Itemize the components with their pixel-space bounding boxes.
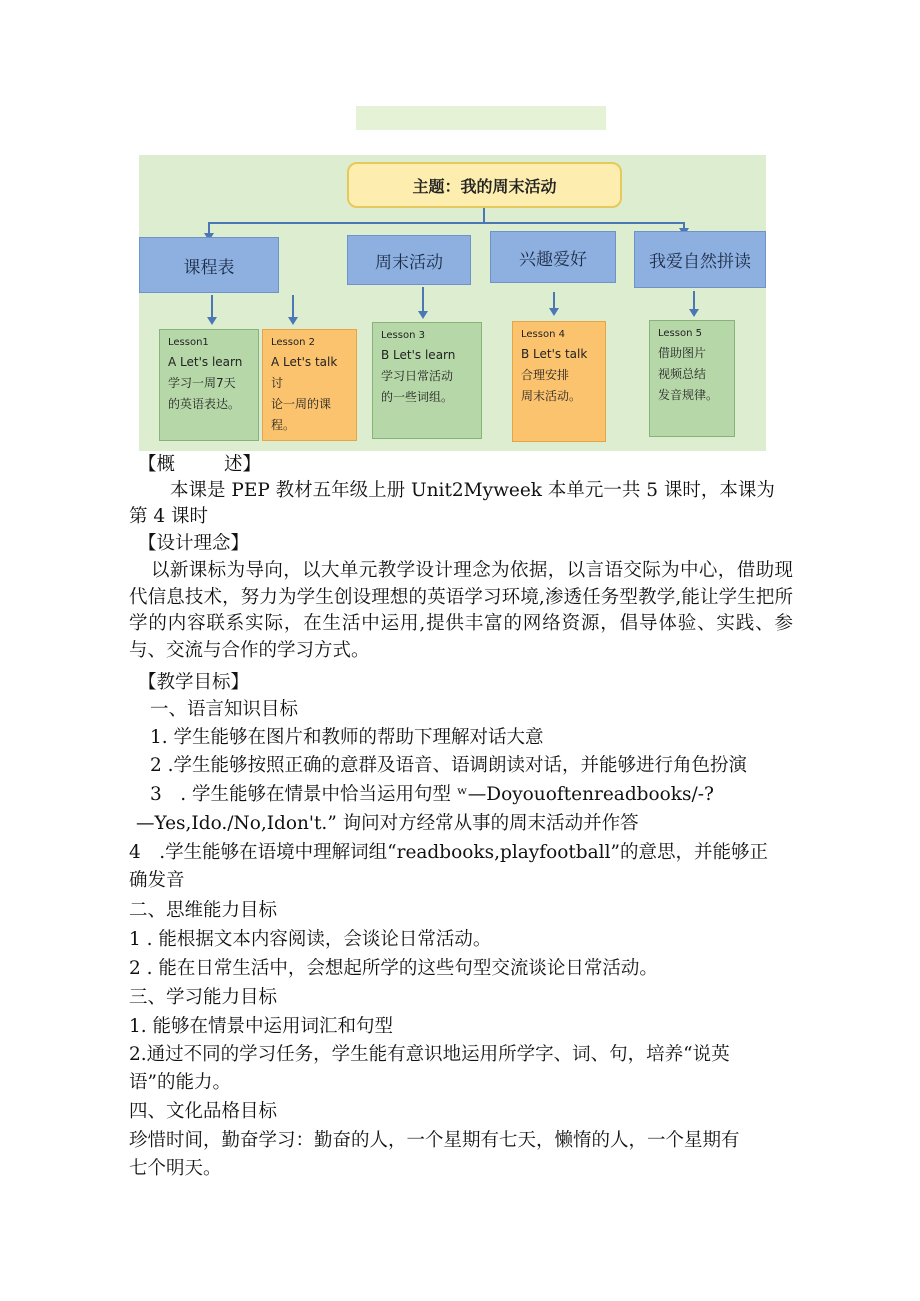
section-2-item-2: 2 . 能在日常生活中，会想起所学的这些句型交流谈论日常活动。: [129, 958, 658, 979]
lesson-3-line-2: 学习日常活动: [381, 369, 454, 383]
lesson-5-title: Lesson 5: [658, 328, 702, 339]
lesson-structure-diagram: [139, 155, 766, 451]
section-1-item-3a: 3 . 学生能够在情景中恰当运用句型 ʷ—Doyouoftenreadbooks/-?: [150, 784, 714, 805]
lesson-2-line-2: 论一周的课: [271, 397, 332, 411]
lesson-3-line-1: B Let's learn: [381, 348, 456, 362]
arrow-line-lesson5: [693, 291, 695, 311]
goals-heading: 【教学目标】: [138, 672, 250, 693]
lesson-4-line-2: 合理安排: [521, 368, 570, 382]
lesson-1-line-2: 学习一周7天: [168, 376, 236, 390]
overview-heading-left: 【概: [138, 454, 176, 475]
theme-box: 主题：我的周末活动: [347, 162, 622, 208]
arrow-line-lesson1: [211, 295, 213, 319]
arrow-lesson4: [549, 308, 559, 316]
section-4-title: 四、文化品格目标: [129, 1101, 278, 1122]
arrow-lesson5: [689, 309, 699, 317]
section-2-title: 二、思维能力目标: [129, 900, 278, 921]
lesson-1-title: Lesson1: [168, 337, 209, 348]
lesson-2-title: Lesson 2: [271, 337, 315, 348]
lesson-5-line-3: 发音规律。: [658, 388, 719, 402]
section-4-item-1b: 七个明天。: [129, 1158, 222, 1179]
section-1-item-3b: —Yes,Ido./No,Idon't.” 询问对方经常从事的周末活动并作答: [136, 813, 639, 834]
lesson-5-line-1: 借助图片: [658, 346, 707, 360]
arrow-line-lesson3: [422, 287, 424, 313]
arrow-lesson2: [288, 317, 298, 325]
category-schedule: 课程表: [139, 237, 279, 293]
arrow-lesson3: [418, 311, 428, 319]
overview-line-2: 第 4 课时: [129, 506, 209, 527]
header-bar: [356, 106, 606, 130]
section-1-item-2: 2 .学生能够按照正确的意群及语音、语调朗读对话，并能够进行角色扮演: [150, 755, 748, 776]
lesson-1-line-1: A Let's learn: [168, 355, 243, 369]
section-3-item-2a: 2.通过不同的学习任务，学生能有意识地运用所学字、词、句，培养“说英: [129, 1044, 730, 1065]
lesson-2-box: [262, 329, 357, 441]
section-3-title: 三、学习能力目标: [129, 987, 278, 1008]
lesson-5-line-2: 视频总结: [658, 367, 707, 381]
section-2-item-1: 1 . 能根据文本内容阅读，会谈论日常活动。: [129, 929, 492, 950]
category-hobbies: 兴趣爱好: [490, 231, 616, 283]
lesson-1-box: [159, 329, 259, 441]
design-text: 以新课标为导向，以大单元教学设计理念为依据，以言语交际为中心，借助现代信息技术，努力为学生创设理想的英语学习环境,渗透任务型教学,能让学生把所学的内容联系实际，在生活中运用,提供丰富的网络资源，倡导体验、实践、参与、交流与合作的学习方式。: [129, 560, 793, 661]
category-weekend-activities: 周末活动: [347, 235, 471, 285]
lesson-5-box: [649, 320, 735, 437]
category-phonics: 我爱自然拼读: [634, 231, 766, 288]
lesson-1-line-3: 的英语表达。: [168, 397, 241, 411]
section-3-item-2b: 语”的能力。: [129, 1072, 231, 1093]
section-1-item-4a: 4 .学生能够在语境中理解词组“readbooks,playfootball”的意思，并能够正: [129, 842, 768, 863]
connector-horizontal: [208, 222, 685, 224]
lesson-2-line-3: 程。: [271, 418, 296, 432]
overview-line-1: 本课是 PEP 教材五年级上册 Unit2Myweek 本单元一共 5 课时，本课为: [170, 480, 775, 501]
section-1-title: 一、语言知识目标: [150, 699, 299, 720]
arrow-lesson1: [207, 317, 217, 325]
lesson-4-title: Lesson 4: [521, 329, 565, 340]
lesson-2-line-1: A Let's talk 讨: [271, 355, 338, 390]
lesson-3-line-3: 的一些词组。: [381, 390, 454, 404]
lesson-4-box: [512, 321, 606, 442]
section-1-item-4b: 确发音: [129, 870, 185, 891]
overview-heading-right: 述】: [224, 454, 262, 475]
connector-vertical-top: [483, 208, 485, 223]
lesson-4-line-3: 周末活动。: [521, 389, 582, 403]
section-1-item-1: 1. 学生能够在图片和教师的帮助下理解对话大意: [150, 727, 544, 748]
lesson-3-title: Lesson 3: [381, 330, 425, 341]
lesson-3-box: [372, 322, 482, 439]
section-3-item-1: 1. 能够在情景中运用词汇和句型: [129, 1016, 394, 1037]
lesson-4-line-1: B Let's talk: [521, 347, 588, 361]
arrow-line-lesson2: [292, 295, 294, 319]
design-heading: 【设计理念】: [138, 533, 250, 554]
section-4-item-1a: 珍惜时间，勤奋学习：勤奋的人，一个星期有七天，懒惰的人，一个星期有: [129, 1130, 740, 1151]
